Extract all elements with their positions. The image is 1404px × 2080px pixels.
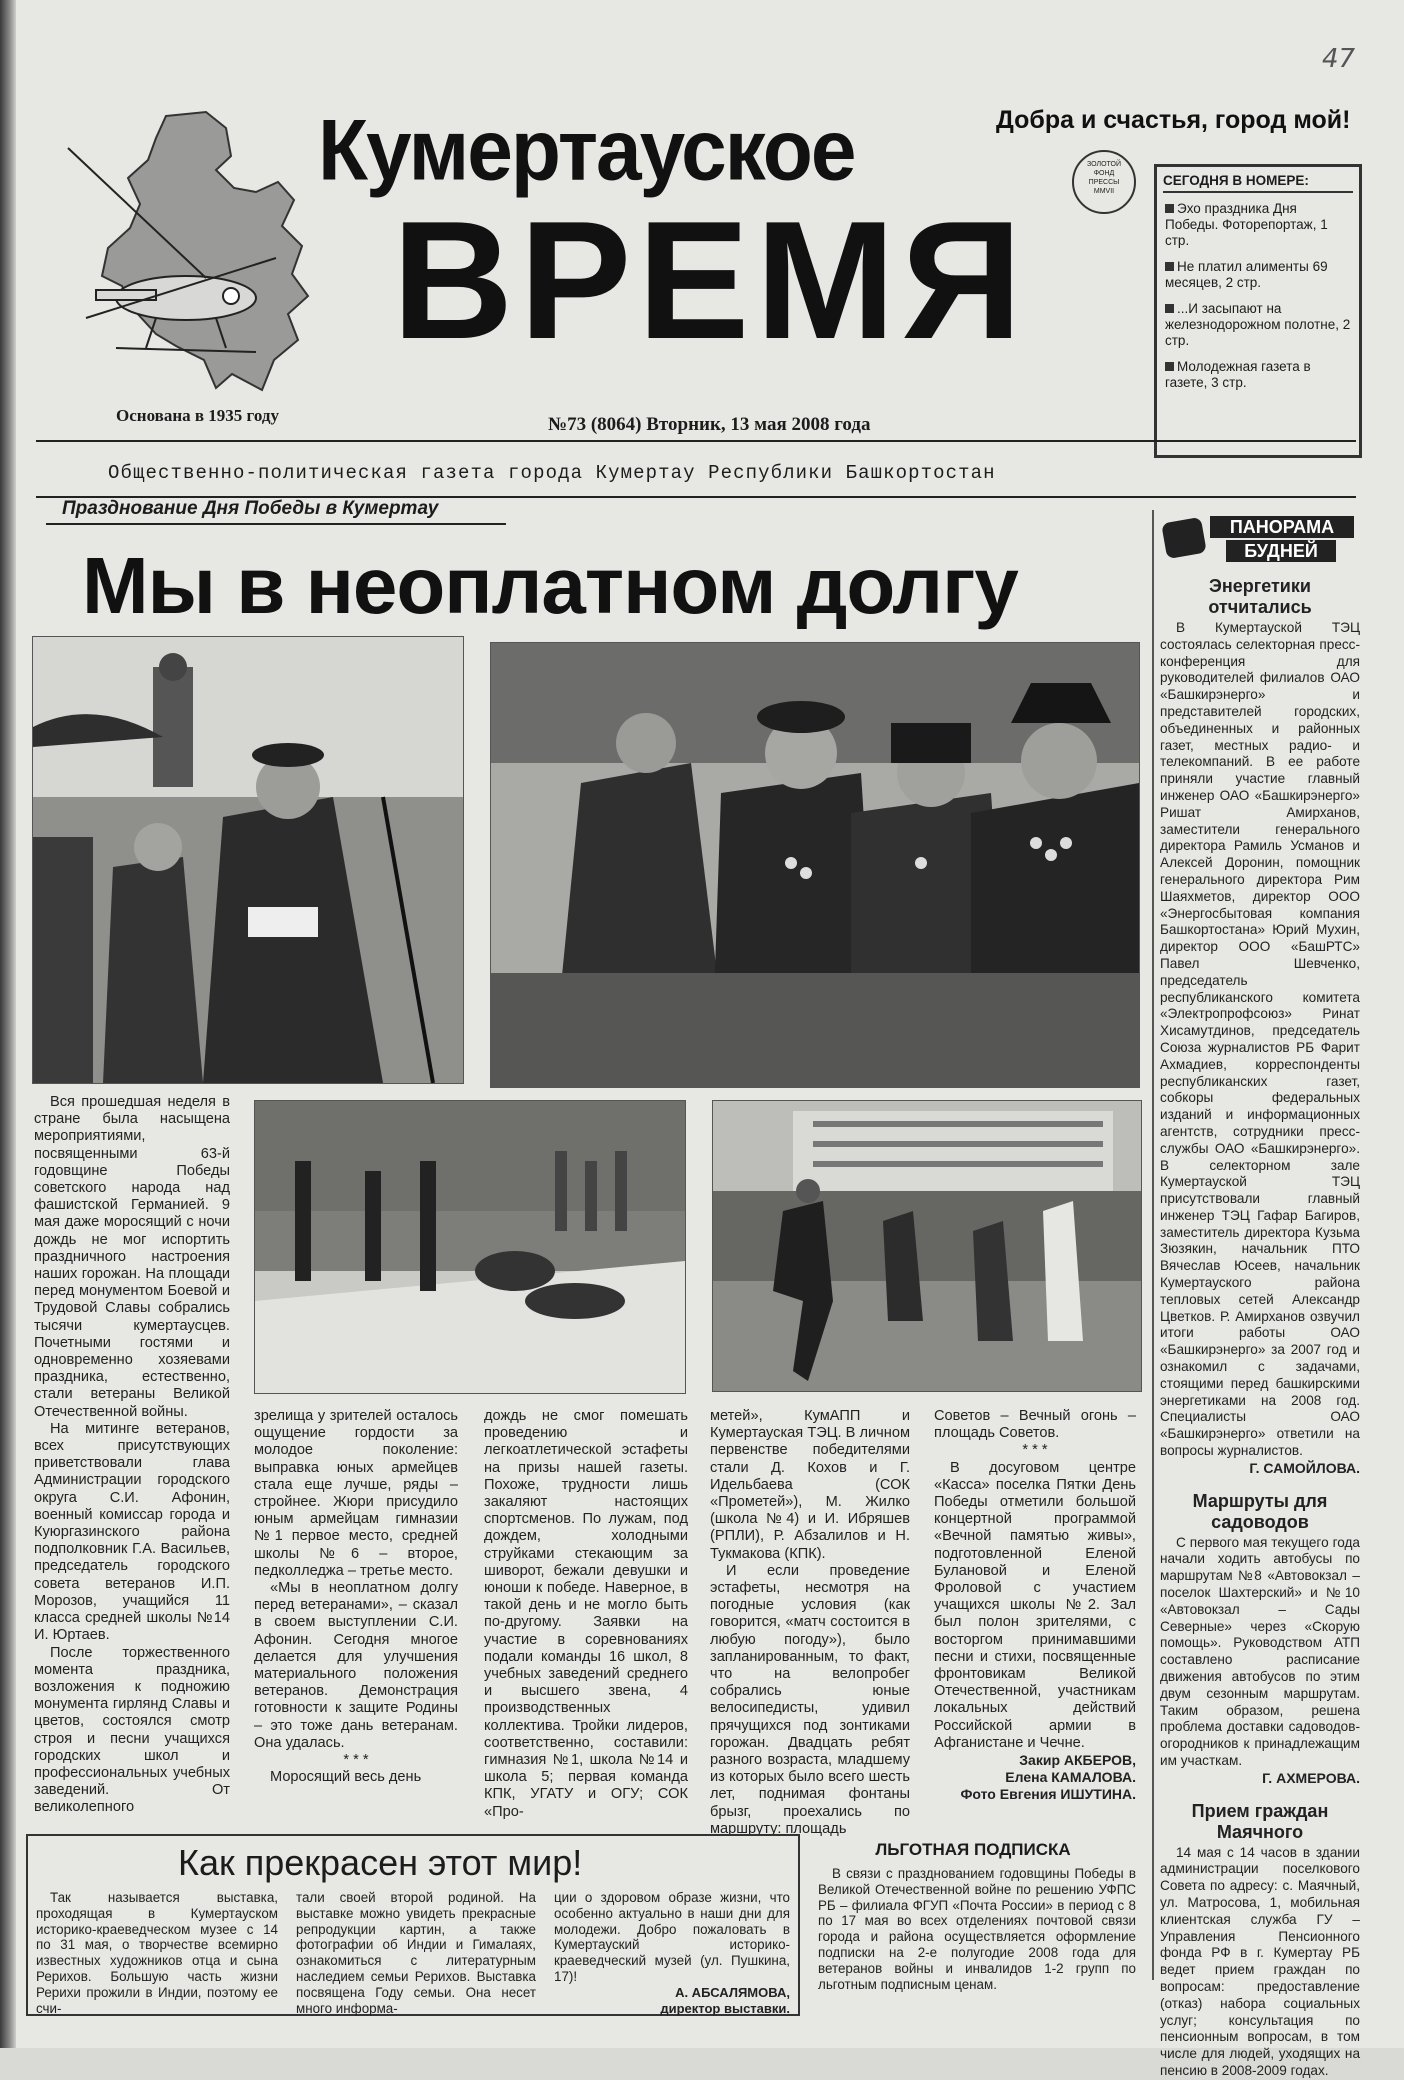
exhibition-title: Как прекрасен этот мир! [178, 1842, 583, 1883]
contents-item[interactable] [1165, 259, 1351, 291]
lead-column-5 [934, 1408, 1136, 1804]
exhibition-column-1: Так называется выставка, проходящая в Кумертауском историко-краеведческом музее с 14 по 31 мая, о творчестве всемирно известных художников отца и сына Рерихов. Большую часть жизни Рерихи прожили в Индии, поэтому ее счи- [36, 1890, 278, 2016]
kicker-rule [46, 523, 506, 525]
paragraph: Вся прошедшая неделя в стране была насыщена мероприятиями, посвященными 63-й годовщине Победы советского народа над фашистской Германией. 9 мая даже моросящий с ночи дождь не мог испортить праздничного настроения наших горожан. На площади перед монументом Боевой и Трудовой Славы собрались тысячи кумертаусцев. Почетными гостями и одновременно хозяевами праздника, естественно, стали ветераны Великой Отечественной войны. [34, 1094, 230, 1420]
paragraph: В досуговом центре «Касса» поселка Пятки День Победы отметили большой концертной программой «Вечной памятью живы», подготовленной Еленой Булановой и Еленой Фроловой с участием учащихся школы №2. Зал был полон зрителями, с восторгом принимавшими песни и стихи, посвященные фронтовикам Великой Отечественной, участникам локальных действий Российской армии в Афганистане и Чечне. [934, 1459, 1136, 1751]
panorama-rubric-line2: БУДНЕЙ [1226, 540, 1336, 562]
exhibition-author-role: директор выставки. [660, 2000, 790, 2016]
panorama-rubric [1158, 514, 1358, 566]
newspaper-title-line1: Кумертауское [318, 102, 855, 199]
article-author: Г. АХМЕРОВА. [1262, 1769, 1360, 1786]
photo-veterans [490, 642, 1140, 1088]
region-map-icon [56, 108, 326, 393]
article-text: С первого мая текущего года начали ходить автобусы по маршрутам №8 «Автовокзал – поселок Шахтерский» и №10 «Автовокзал – Сады Северные» через «Скорую помощь». Руководством АТП составлено расписание движения автобусов по этим двум сезонным маршрутам. Таким образом, решена проблема доставки садоводов-огородников к принадлежащим им участкам. [1160, 1534, 1360, 1768]
seal-line-3: ПРЕССЫ [1088, 179, 1120, 186]
lead-headline: Мы в неоплатном долгу [82, 541, 1018, 630]
lead-column-4 [710, 1408, 910, 1838]
photo-speaker [32, 636, 464, 1084]
contents-list [1157, 197, 1359, 395]
slogan: Добра и счастья, город мой! [996, 106, 1351, 134]
paragraph: Моросящий весь день [270, 1769, 422, 1786]
lead-kicker: Празднование Дня Победы в Кумертау [62, 498, 439, 519]
author-signature: Закир АКБЕРОВ, [1019, 1752, 1136, 1769]
contents-item-text: Не платил алименты 69 месяцев, 2 стр. [1165, 259, 1328, 290]
subscription-title: ЛЬГОТНАЯ ПОДПИСКА [875, 1840, 1071, 1859]
camera-icon [1161, 517, 1207, 559]
exhibition-column-3 [554, 1890, 790, 2016]
masthead-rule-top [36, 440, 1356, 442]
contents-item-text: ...И засыпают на железнодорожном полотне, 2 стр. [1165, 301, 1351, 348]
exhibition-column-2: тали своей второй родиной. На выставке можно увидеть прекрасные репродукции картин, а также фотографии об Индии и Гималаях, ознакомиться с литературным наследием семьи Рерихов. Выставка посвящена Году семьи. Она несет много информа- [296, 1890, 536, 2016]
contents-title: СЕГОДНЯ В НОМЕРЕ: [1163, 173, 1353, 193]
founded-note: Основана в 1935 году [116, 406, 279, 425]
author-signature: Елена КАМАЛОВА. [1005, 1769, 1136, 1786]
paragraph: дождь не смог помешать проведению и легкоатлетической эстафеты на призы нашей газеты. Похоже, трудности лишь закаляют настоящих спортсменов. По лужам, под дождем, холодными струйками стекающим за шиворот, бежали девушки и юноши к победе. Наверное, в такой день и не могло быть по-другому. Заявки на участие в соревнованиях подали команды 16 школ, 8 учебных заведений среднего и высшего звена, 4 производственных коллектива. Тройки лидеров, соответственно, составили: гимназия №1, школа №14 и школа 5; первая команда КПК, УГАТУ и ОГУ; СОК «Про- [484, 1408, 688, 1820]
article-author: Г. САМОЙЛОВА. [1249, 1459, 1360, 1476]
handwritten-page-number: 47 [1322, 44, 1356, 74]
contents-item-text: Эхо праздника Дня Победы. Фоторепортаж, 1 стр. [1165, 201, 1328, 248]
photo-credit: Фото Евгения ИШУТИНА. [960, 1786, 1136, 1803]
subscription-text: В связи с празднованием годовщины Победы в Великой Отечественной войне по решению УФПС РБ – филиала ФГУП «Почта России» в период с 8 по 17 мая во всех отделениях почтовой связи города и района осуществляется оформление подписки на 2-е полугодие 2008 года для ветеранов войны и инвалидов 1-2 групп по льготным подписным ценам. [818, 1866, 1136, 1992]
lead-column-3 [484, 1408, 688, 1821]
article-title: Энергетики отчитались [1208, 576, 1312, 617]
seal-line-4: MMVII [1093, 188, 1115, 195]
paragraph: «Мы в неоплатном долгу перед ветеранами», – сказал в своем выступлении С.И. Афонин. Сегодня многое делается для улучшения материального положения ветеранов. Демонстрация готовности к защите Родины – это тоже дань ветеранам. Она удалась. [254, 1580, 458, 1751]
sidebar-divider [1152, 510, 1154, 1980]
paragraph: зрелища у зрителей осталось ощущение гордости за молодое поколение: выправка юных армейцев стала еще лучше, ряды – стройнее. Жюри присудило юным армейцам гимназии №1 первое место, средней школы №6 – второе, педколледжа – третье место. [254, 1408, 458, 1579]
lead-column-2 [254, 1408, 458, 1786]
paragraph: После торжественного момента праздника, возложения к подножию монумента гирлянд Славы и цветов, состоялся смотр строя и песни учащихся городских школ и профессиональных учебных заведений. От великолепного [34, 1644, 230, 1816]
article-text: 14 мая с 14 часов в здании администрации поселкового Совета по адресу: с. Маячный, ул. Матросова, 1, мобильная клиентская служба ГУ – Управления Пенсионного фонда РФ в г. Кумертау РБ ведет прием граждан по вопросам: предоставление (отказ) набора социальных услуг; консультация по пенсионным вопросам, в том числе для людей, уходящих на пенсию в 2008-2009 годах. [1160, 1844, 1360, 2078]
article-title: Прием граждан Маячного [1191, 1800, 1329, 1842]
page-binding [0, 0, 16, 2048]
contents-item-text: Молодежная газета в газете, 3 стр. [1165, 359, 1311, 390]
paragraph: метей», КумАПП и Кумертауская ТЭЦ. В личном первенстве победителями стали Д. Кохов и Г. Идельбаева (СОК «Прометей»), М. Жилко (школа №4) и И. Ибряшев (РПЛИ), Р. Абзалилов и Н. Тукмакова (КПК). [710, 1408, 910, 1562]
panorama-column [1160, 572, 1360, 2080]
paragraph: На митинге ветеранов, всех присутствующих приветствовали глава Администрации городского округа С.И. Афонин, военный комиссар города и Куюргазинского района подполковник Г.А. Васильев, председатель городского совета ветеранов И.П. Морозов, учащийся 11 класса средней школы №14 И. Юртаев. [34, 1420, 230, 1644]
paragraph: Советов – Вечный огонь – площадь Советов. [934, 1408, 1136, 1442]
seal-line-2: ФОНД [1093, 170, 1115, 177]
newspaper-title-line2: ВРЕМЯ [392, 186, 1029, 374]
exhibition-author: А. АБСАЛЯМОВА, [675, 1984, 790, 2000]
photo-parade [254, 1100, 686, 1394]
lead-column-1 [34, 1094, 230, 1817]
paragraph: И если проведение эстафеты, несмотря на погодные условия (как говорится, «матч состоится в любую погоду»), было запланированным, то факт, что на велопробег собрались юные велосипедисты, удивил прячущихся под зонтиками горожан. Двадцать ребят разного возраста, младшему из которых было всего шесть лет, поднимая фонтаны брызг, проехались по маршруту: площадь [710, 1562, 910, 1837]
separator-stars: * * * [343, 1752, 369, 1769]
newspaper-subtitle: Общественно-политическая газета города Кумертау Республики Башкортостан [108, 462, 996, 484]
paragraph: ции о здоровом образе жизни, что особенно актуально в наши дни для молодежи. Добро пожаловать в Кумертауский историко-краеведческий музей (ул. Пушкина, 17)! [554, 1890, 790, 1984]
separator-stars: * * * [1022, 1442, 1048, 1459]
seal-line-1: ЗОЛОТОЙ [1087, 161, 1121, 168]
panorama-rubric-line1: ПАНОРАМА [1210, 516, 1354, 538]
photo-runners [712, 1100, 1142, 1392]
article-title: Маршруты для садоводов [1192, 1490, 1328, 1532]
contents-box [1154, 164, 1362, 458]
golden-fund-seal [1072, 150, 1136, 214]
article-text: В Кумертауской ТЭЦ состоялась селекторная пресс-конференция для руководителей филиалов ОАО «Башкирэнерго» и представителей городских, объединенных и районных газет, местных радио- и телекомпаний. В ее работе приняли участие главный инженер ОАО «Башкирэнерго» Ришат Амирханов, заместители генерального директора Рамиль Усманов и Алексей Доронин, помощник генерального директора Рим Шаяхметов, директор ООО «Энергосбытовая компания Башкортостана» Юрий Мухин, директор ООО «БашРТС» Павел Шевченко, председатель республиканского комитета «Электропрофсоюз» Ринат Хисамутдинов, председатель Союза журналистов РБ Фарит Ахмадиев, корреспонденты республиканских газет, собкоры федеральных изданий и информационных агентств, сотрудники пресс-службы ОАО «Башкирэнерго». В селекторном зале Кумертауской ТЭЦ присутствовали главный инженер ТЭЦ Гафар Багиров, заместитель директора Кузьма Зюзякин, начальник ПТО Вячеслав Юсеев, начальник Кумертауского района тепловых сетей Александр Цветков. Р. Амирханов озвучил итоги работы ОАО «Башкирэнерго» за 2007 год и ознакомил с задачами, стоящими перед башкирскими энергетиками на 2008 год. Специалисты ОАО «Башкирэнерго» ответили на вопросы журналистов. [1160, 620, 1360, 1459]
contents-item[interactable] [1165, 301, 1351, 349]
contents-item[interactable] [1165, 201, 1351, 249]
exhibition-box [26, 1834, 800, 2016]
issue-info: №73 (8064) Вторник, 13 мая 2008 года [548, 414, 871, 435]
contents-item[interactable] [1165, 359, 1351, 391]
